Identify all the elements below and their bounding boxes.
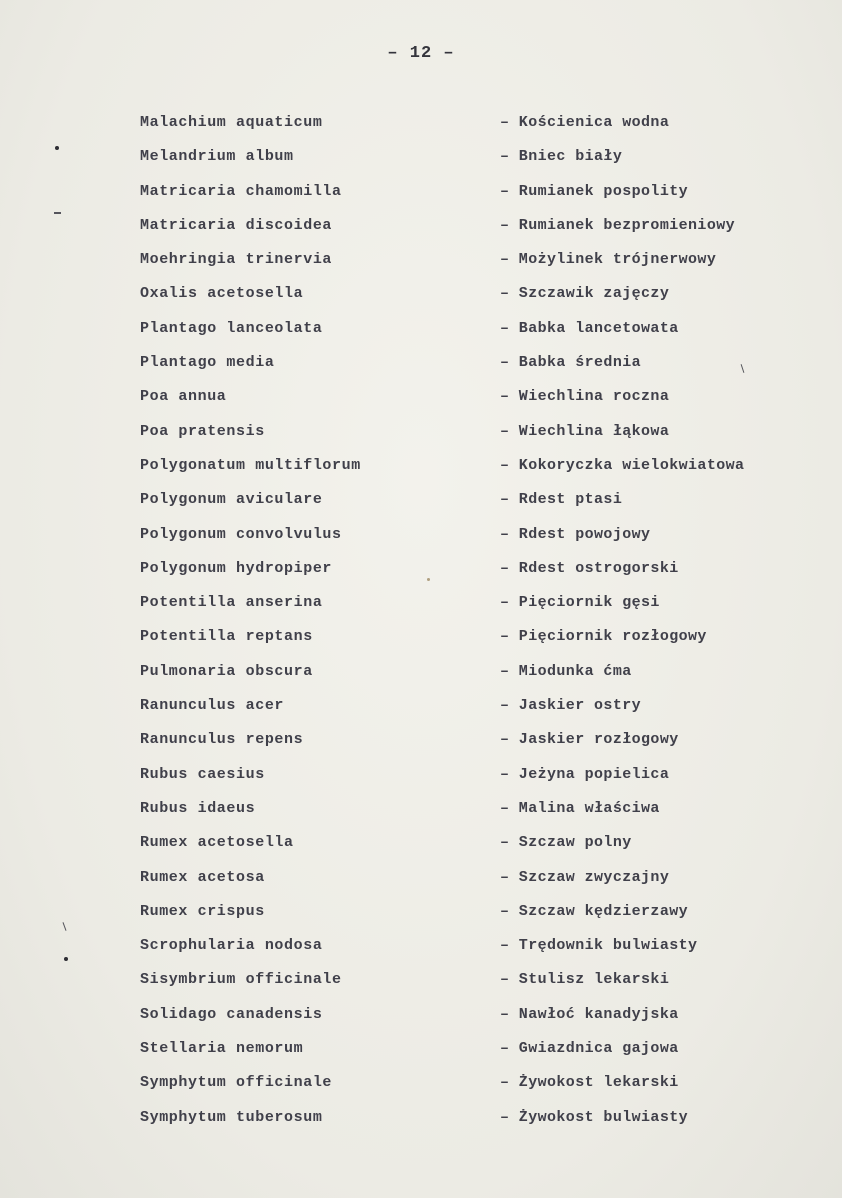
list-item [0, 935, 842, 969]
polish-name: – Jaskier ostry [500, 697, 642, 715]
polish-name: – Babka lancetowata [500, 319, 679, 337]
list-item [0, 524, 842, 558]
latin-name: Matricaria discoidea [140, 216, 333, 234]
polish-name: – Szczaw polny [500, 834, 632, 852]
list-item [0, 283, 842, 317]
polish-name: – Rumianek bezpromieniowy [500, 216, 736, 234]
latin-name: Potentilla anserina [140, 594, 323, 612]
polish-name: – Stulisz lekarski [500, 971, 670, 989]
list-item [0, 832, 842, 866]
latin-name: Malachium aquaticum [140, 114, 323, 131]
latin-name: Poa annua [140, 388, 227, 406]
list-item [0, 112, 842, 146]
polish-name: – Szczawik zajęczy [500, 285, 670, 303]
polish-name: – Szczaw kędzierzawy [500, 902, 689, 920]
polish-name: – Rdest ptasi [500, 491, 623, 509]
paper-speck [54, 212, 61, 214]
polish-name: – Rdest ostrogorski [500, 559, 679, 577]
polish-name: – Szczaw zwyczajny [500, 868, 670, 886]
latin-name: Ranunculus repens [140, 731, 304, 749]
polish-name: – Możylinek trójnerwowy [500, 251, 717, 269]
polish-name: – Pięciornik gęsi [500, 594, 660, 612]
polish-name: – Pięciornik rozłogowy [500, 628, 707, 646]
list-item [0, 386, 842, 420]
polish-name: – Gwiazdnica gajowa [500, 1040, 679, 1058]
list-item [0, 215, 842, 249]
list-item [0, 421, 842, 455]
list-item [0, 1107, 842, 1141]
list-item [0, 626, 842, 660]
list-item [0, 798, 842, 832]
polish-name: – Jeżyna popielica [500, 765, 670, 783]
latin-name: Poa pratensis [140, 422, 265, 440]
list-item [0, 695, 842, 729]
latin-name: Polygonum aviculare [140, 491, 323, 509]
list-item [0, 1072, 842, 1106]
latin-name: Scrophularia nodosa [140, 937, 323, 955]
paper-speck [427, 578, 430, 581]
list-item [0, 318, 842, 352]
latin-name: Plantago media [140, 354, 275, 372]
latin-name: Plantago lanceolata [140, 319, 323, 337]
latin-name: Rubus idaeus [140, 799, 256, 817]
list-item [0, 901, 842, 935]
list-item [0, 558, 842, 592]
page-number: – 12 – [387, 44, 455, 63]
list-item [0, 661, 842, 695]
latin-name: Melandrium album [140, 148, 294, 166]
polish-name: – Kościenica wodna [500, 114, 670, 131]
polish-name: – Jaskier rozłogowy [500, 731, 679, 749]
polish-name: – Kokoryczka wielokwiatowa [500, 456, 745, 474]
polish-name: – Miodunka ćma [500, 662, 632, 680]
latin-name: Pulmonaria obscura [140, 662, 313, 680]
list-item [0, 969, 842, 1003]
latin-name: Rubus caesius [140, 765, 265, 783]
paper-speck [55, 146, 59, 150]
latin-name: Symphytum tuberosum [140, 1108, 323, 1126]
latin-name: Matricaria chamomilla [140, 182, 342, 200]
polish-name: – Wiechlina roczna [500, 388, 670, 406]
polish-name: – Bniec biały [500, 148, 623, 166]
latin-name: Moehringia trinervia [140, 251, 333, 269]
list-item [0, 764, 842, 798]
list-item [0, 455, 842, 489]
polish-name: – Rdest powojowy [500, 525, 651, 543]
list-item [0, 1004, 842, 1038]
latin-name: Stellaria nemorum [140, 1040, 304, 1058]
polish-name: – Wiechlina łąkowa [500, 422, 670, 440]
list-item [0, 181, 842, 215]
latin-name: Potentilla reptans [140, 628, 313, 646]
list-item [0, 489, 842, 523]
latin-name: Symphytum officinale [140, 1074, 333, 1092]
polish-name: – Nawłoć kanadyjska [500, 1005, 679, 1023]
latin-name: Polygonum convolvulus [140, 525, 342, 543]
polish-name: – Babka średnia [500, 354, 642, 372]
list-item [0, 146, 842, 180]
list-item [0, 592, 842, 626]
polish-name: – Żywokost lekarski [500, 1074, 679, 1092]
latin-name: Polygonatum multiflorum [140, 456, 361, 474]
list-item [0, 729, 842, 763]
list-item [0, 1038, 842, 1072]
latin-name: Polygonum hydropiper [140, 559, 333, 577]
polish-name: – Trędownik bulwiasty [500, 937, 698, 955]
latin-name: Sisymbrium officinale [140, 971, 342, 989]
latin-name: Rumex acetosa [140, 868, 265, 886]
paper-speck [64, 957, 68, 961]
list-item [0, 867, 842, 901]
species-list [0, 112, 842, 1141]
latin-name: Ranunculus acer [140, 697, 285, 715]
polish-name: – Rumianek pospolity [500, 182, 689, 200]
list-item [0, 352, 842, 386]
polish-name: – Malina właściwa [500, 799, 660, 817]
polish-name: – Żywokost bulwiasty [500, 1108, 689, 1126]
list-item [0, 249, 842, 283]
latin-name: Solidago canadensis [140, 1005, 323, 1023]
latin-name: Oxalis acetosella [140, 285, 304, 303]
latin-name: Rumex crispus [140, 902, 265, 920]
latin-name: Rumex acetosella [140, 834, 294, 852]
